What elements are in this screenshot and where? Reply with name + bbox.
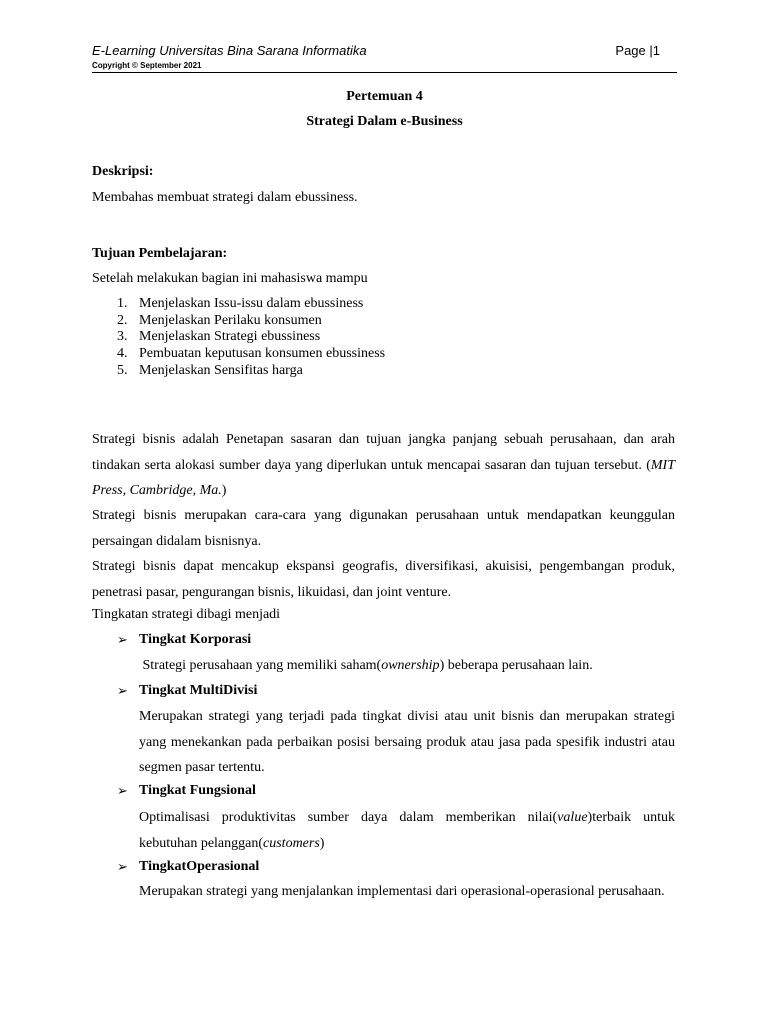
level-description-term: customers [263,835,320,851]
header-divider [92,72,677,73]
list-item-text: Menjelaskan Sensifitas harga [139,363,303,378]
list-item-text: Menjelaskan Strategi ebussiness [139,329,321,344]
paragraph-means: Strategi bisnis merupakan cara-cara yang digunakan perusahaan untuk mendapatkan keunggulan persaingan didalam bisnisnya. [92,508,675,549]
level-title: Tingkat MultiDivisi [139,683,258,698]
list-item-text: Menjelaskan Perilaku konsumen [139,313,322,328]
list-item-number: 4. [117,346,128,361]
description-label: Deskripsi: [92,164,154,179]
level-title: Tingkat Fungsional [139,783,256,798]
level-description [139,653,675,679]
level-description-text: Optimalisasi produktivitas sumber daya dalam memberikan nilai( [139,810,558,825]
level-title: Tingkat Korporasi [139,632,252,647]
level-title: TingkatOperasional [139,859,260,874]
arrow-bullet-icon: ➢ [117,783,128,798]
list-item-text: Pembuatan keputusan konsumen ebussiness [139,346,386,361]
level-description: Merupakan strategi yang terjadi pada tingkat divisi atau unit bisnis dan merupakan strategi yang menekankan pada perbaikan posisi bersaing produk atau jasa pada spesifik industri atau segmen pasar tertentu. [139,709,675,775]
level-description-text: )terbaik untuk kebutuhan pelanggan( [139,810,675,851]
level-description-term: ownership [381,658,440,673]
arrow-bullet-icon: ➢ [117,859,128,874]
list-item-number: 2. [117,313,128,328]
level-description: Merupakan strategi yang menjalankan implementasi dari operasional-operasional perusahaan. [139,884,665,899]
arrow-bullet-icon: ➢ [117,632,128,647]
paragraph-definition [92,427,675,504]
copyright-notice: Copyright © September 2021 [92,61,202,70]
levels-intro: Tingkatan strategi dibagi menjadi [92,607,281,622]
level-description-text: Strategi perusahaan yang memiliki saham( [139,658,382,673]
document-header-title: E-Learning Universitas Bina Sarana Informatika [92,43,367,58]
description-text: Membahas membuat strategi dalam ebussiness. [92,190,358,205]
list-item-text: Menjelaskan Issu-issu dalam ebussiness [139,296,364,311]
list-item-number: 5. [117,363,128,378]
objectives-label: Tujuan Pembelajaran: [92,246,228,261]
level-description-text: ) beberapa perusahaan lain. [439,658,593,673]
meeting-title: Pertemuan 4 [346,89,423,104]
level-description [139,805,675,856]
objectives-intro: Setelah melakukan bagian ini mahasiswa mampu [92,271,368,286]
paragraph-scope: Strategi bisnis dapat mencakup ekspansi geografis, diversifikasi, akuisisi, pengembangan produk, penetrasi pasar, pengurangan bisnis, likuidasi, dan joint venture. [92,559,675,600]
citation-close: ) [221,483,227,498]
level-description-text: ) [319,835,325,851]
page-number: Page |1 [615,43,660,58]
list-item-number: 3. [117,329,128,344]
citation: MIT Press, Cambridge, Ma. [92,457,675,498]
list-item-number: 1. [117,296,128,311]
paragraph-definition-text: Strategi bisnis adalah Penetapan sasaran dan tujuan jangka panjang sebuah perusahaan, dan arah tindakan serta alokasi sumber daya yang diperlukan untuk mencapai sasaran dan tujuan tersebut. ( [92,432,675,473]
arrow-bullet-icon: ➢ [117,683,128,698]
level-description-term: value [557,810,588,825]
topic-title: Strategi Dalam e-Business [306,114,463,129]
